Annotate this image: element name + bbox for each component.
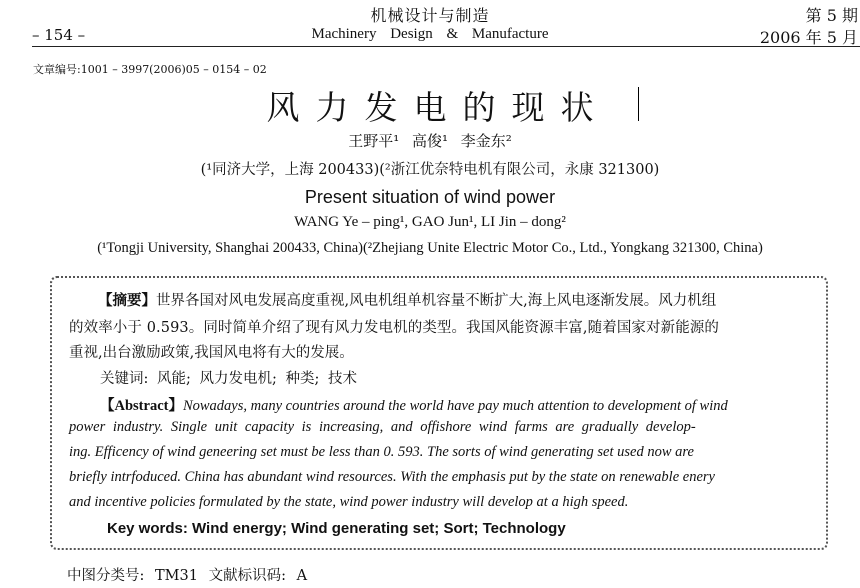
abstract-cn-label: 【摘要】 (98, 292, 156, 309)
text-cursor (638, 87, 639, 121)
authors-en: WANG Ye – ping¹, GAO Jun¹, LI Jin – dong² (294, 214, 566, 230)
issue-number: 第 5 期 (805, 6, 858, 25)
header-rule (32, 46, 860, 47)
journal-name-en: Machinery Design & Manufacture (311, 26, 549, 42)
affiliations-cn: (¹同济大学，上海 200433)(²浙江优奈特电机有限公司，永康 321300) (200, 162, 660, 178)
keywords-en-label: Key words: (107, 520, 188, 537)
abstract-cn-line-3: 重视,出台激励政策,我国风电将有大的发展。 (69, 345, 354, 361)
abstract-en-line-3: ing. Efficency of wind geneering set must be less than 0. 593. The sorts of wind generating set used now are (69, 444, 694, 460)
classification-line: 中图分类号: TM31 文献标识码: A (67, 568, 308, 584)
abstract-en-line-5: and incentive policies formulated by the state, wind power industry will develop at a high speed. (69, 494, 629, 510)
abstract-cn-line-2: 的效率小于 0.593。同时简单介绍了现有风力发电机的类型。我国风能资源丰富,随着国家对新能源的 (69, 320, 720, 336)
abstract-cn-line-1: 【摘要】世界各国对风电发展高度重视,风电机组单机容量不断扩大,海上风电逐渐发展。风力机组 (98, 292, 717, 309)
title-cn: 风力发电的现状 (266, 88, 610, 127)
abstract-en-label: 【Abstract】 (100, 398, 183, 414)
keywords-cn: 关键词: 风能; 风力发电机; 种类; 技术 (100, 371, 357, 387)
title-en: Present situation of wind power (304, 187, 556, 207)
abstract-en-line-1: 【Abstract】Nowadays, many countries around the world have pay much attention to development of wind (100, 398, 728, 414)
journal-name-cn: 机械设计与制造 (370, 6, 490, 25)
keywords-en (107, 520, 566, 537)
abstract-en-line-4: briefly intrfoduced. China has abundant wind resources. With the emphasis put by the state on renewable enery (69, 469, 715, 485)
affiliations-en: (¹Tongji University, Shanghai 200433, China)(²Zhejiang Unite Electric Motor Co., Ltd., Yongkang 321300, China) (97, 240, 763, 256)
issue-date: 2006 年 5 月 (759, 28, 858, 47)
authors-cn: 王野平¹ 高俊¹ 李金东² (348, 132, 512, 150)
keywords-en-text: Wind energy; Wind generating set; Sort; Technology (192, 520, 566, 537)
abstract-en-line-2: power industry. Single unit capacity is increasing, and offishore wind farms are gradually develop- (69, 419, 696, 435)
page-number: – 154 – (32, 26, 86, 44)
article-number: 文章编号:1001 – 3997(2006)05 – 0154 – 02 (33, 63, 267, 76)
